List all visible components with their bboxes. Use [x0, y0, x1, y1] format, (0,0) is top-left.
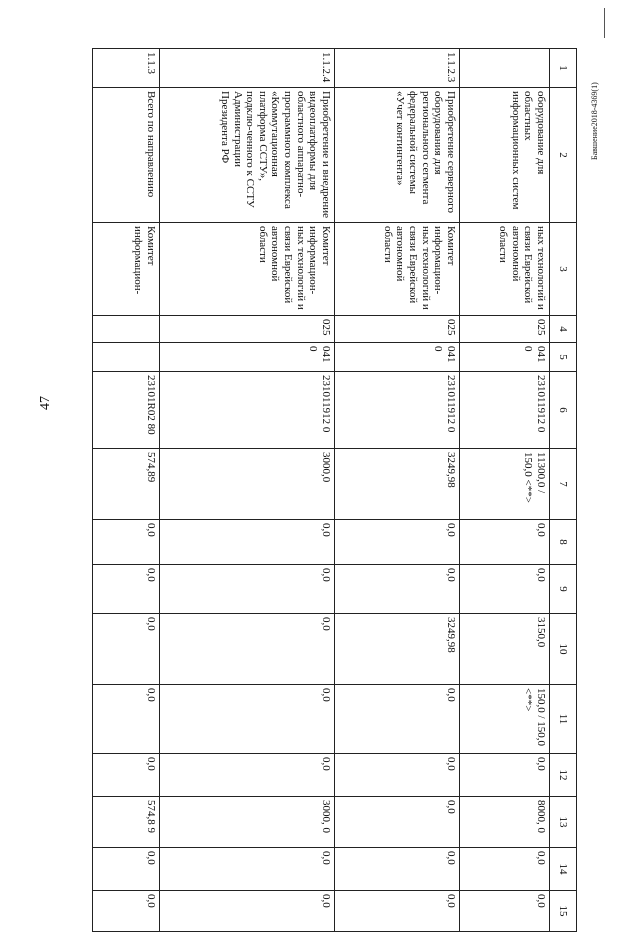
- code-cell: [93, 316, 160, 343]
- value-cell: 0,0: [93, 891, 160, 932]
- row-number-cell: 1.1.2.4: [160, 49, 335, 88]
- value-cell: 11300,0 / 150,0 <**>: [460, 449, 550, 520]
- row-number-cell: 1.1.3: [93, 49, 160, 88]
- header-cell: 6: [550, 372, 577, 449]
- code-cell: 231011912 0: [160, 372, 335, 449]
- value-cell: 0,0: [460, 848, 550, 891]
- table-row: [160, 49, 335, 932]
- header-cell: 10: [550, 614, 577, 685]
- header-cell: 8: [550, 520, 577, 565]
- header-cell: 3: [550, 223, 577, 316]
- code-cell: 025: [460, 316, 550, 343]
- code-cell: 041 0: [335, 343, 460, 372]
- value-cell: 0,0: [160, 754, 335, 797]
- table-sheet: [92, 48, 577, 917]
- code-cell: 231011912 0: [335, 372, 460, 449]
- header-cell: 9: [550, 565, 577, 614]
- value-cell: 3249,98: [335, 449, 460, 520]
- activity-cell: Всего по направлению: [93, 88, 160, 223]
- value-cell: 0,0: [93, 754, 160, 797]
- value-cell: 0,0: [335, 685, 460, 754]
- activity-cell: Приобретение и внедрение видеоплатформы для областного аппаратно-программного комплекса «Коммутационная платформа ССТУ», подклю-ченного к ССТУ Администрации Президента РФ: [160, 88, 335, 223]
- value-cell: 150,0 / 150,0 <**>: [460, 685, 550, 754]
- code-cell: 025: [335, 316, 460, 343]
- table-row: [93, 49, 160, 932]
- value-cell: 0,0: [160, 848, 335, 891]
- value-cell: 0,0: [335, 754, 460, 797]
- value-cell: 0,0: [460, 891, 550, 932]
- page-edge-mark: [604, 8, 605, 38]
- activity-cell: оборудование для областных информационных систем: [460, 88, 550, 223]
- value-cell: 0,0: [93, 848, 160, 891]
- value-cell: 0,0: [160, 565, 335, 614]
- value-cell: 0,0: [93, 685, 160, 754]
- value-cell: 3000,0: [160, 449, 335, 520]
- page-number: 47: [38, 396, 53, 410]
- value-cell: 8000, 0: [460, 797, 550, 848]
- executor-cell: ных технологий и связи Еврейской автономной области: [460, 223, 550, 316]
- budget-table: [92, 48, 577, 932]
- value-cell: 3249,98: [335, 614, 460, 685]
- header-cell: 1: [550, 49, 577, 88]
- value-cell: 0,0: [160, 685, 335, 754]
- value-cell: 574,8 9: [93, 797, 160, 848]
- value-cell: 0,0: [460, 520, 550, 565]
- executor-cell: Комитет информацион-ных технологий и связи Еврейской автономной области: [160, 223, 335, 316]
- code-cell: 23101R02 80: [93, 372, 160, 449]
- header-cell: 14: [550, 848, 577, 891]
- value-cell: 0,0: [460, 754, 550, 797]
- code-cell: 041 0: [160, 343, 335, 372]
- value-cell: 3000, 0: [160, 797, 335, 848]
- header-cell: 2: [550, 88, 577, 223]
- executor-cell: Комитет информацион-: [93, 223, 160, 316]
- header-cell: 15: [550, 891, 577, 932]
- value-cell: 0,0: [160, 614, 335, 685]
- value-cell: 0,0: [93, 520, 160, 565]
- header-cell: 12: [550, 754, 577, 797]
- row-number-cell: 1.1.2.3: [335, 49, 460, 88]
- table-row: [460, 49, 550, 932]
- value-cell: 3150,0: [460, 614, 550, 685]
- header-cell: 5: [550, 343, 577, 372]
- activity-cell: Приобретение серверного оборудования для регионального сегмента федеральной системы «Учет контингента»: [335, 88, 460, 223]
- footer-code: Бавшение2018-4369(1): [590, 82, 599, 160]
- value-cell: 0,0: [460, 565, 550, 614]
- header-cell: 4: [550, 316, 577, 343]
- value-cell: 574,89: [93, 449, 160, 520]
- header-cell: 7: [550, 449, 577, 520]
- header-cell: 13: [550, 797, 577, 848]
- code-cell: [93, 343, 160, 372]
- code-cell: 041 0: [460, 343, 550, 372]
- value-cell: 0,0: [335, 565, 460, 614]
- table-row: [335, 49, 460, 932]
- header-cell: 11: [550, 685, 577, 754]
- value-cell: 0,0: [160, 891, 335, 932]
- value-cell: 0,0: [335, 797, 460, 848]
- value-cell: 0,0: [335, 520, 460, 565]
- code-cell: 025: [160, 316, 335, 343]
- value-cell: 0,0: [160, 520, 335, 565]
- value-cell: 0,0: [335, 891, 460, 932]
- code-cell: 231011912 0: [460, 372, 550, 449]
- row-number-cell: [460, 49, 550, 88]
- value-cell: 0,0: [93, 614, 160, 685]
- value-cell: 0,0: [335, 848, 460, 891]
- header-row: [550, 49, 577, 932]
- value-cell: 0,0: [93, 565, 160, 614]
- executor-cell: Комитет информацион-ных технологий и связи Еврейской автономной области: [335, 223, 460, 316]
